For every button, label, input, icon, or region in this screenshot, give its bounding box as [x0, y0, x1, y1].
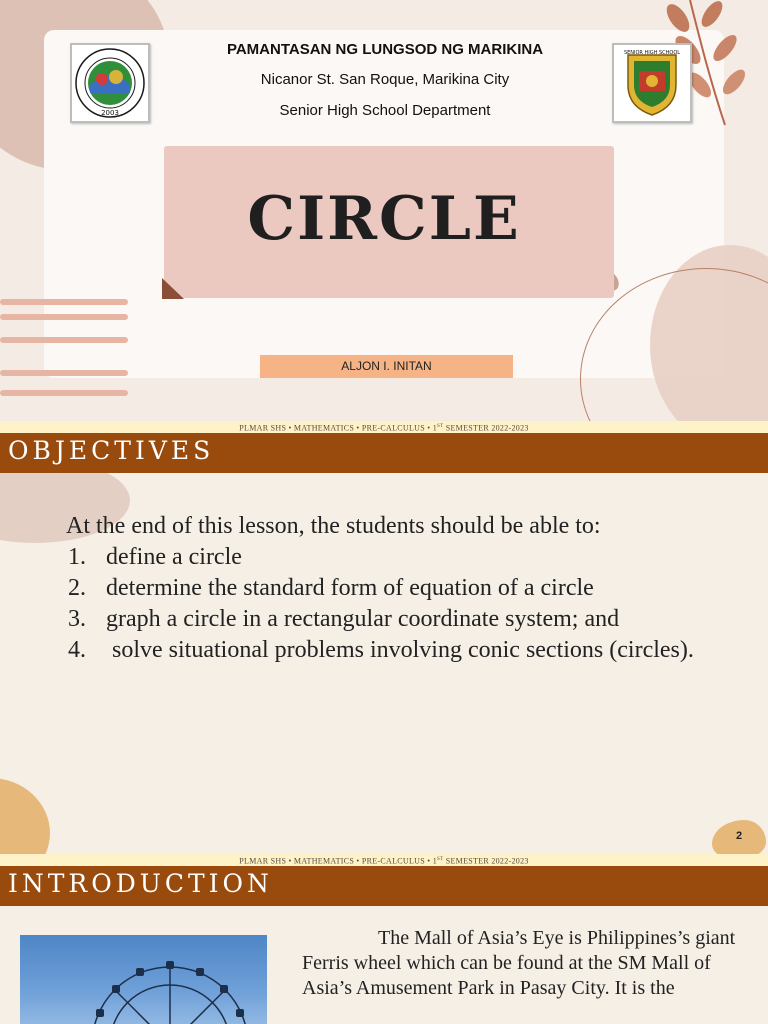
list-item — [66, 542, 756, 573]
ferris-wheel-photo — [20, 935, 267, 1024]
title-box-fold — [162, 278, 184, 299]
decorative-blob — [0, 778, 50, 854]
decorative-stripe — [0, 337, 128, 343]
section-title: OBJECTIVES — [8, 436, 215, 465]
list-text: determine the standard form of equation of a circle — [106, 575, 594, 601]
decorative-stripe — [0, 370, 128, 376]
section-title: INTRODUCTION — [8, 869, 273, 898]
seal-year: 2003 — [101, 109, 119, 117]
footer-sup: ST — [437, 424, 444, 429]
section-header-bar — [0, 433, 768, 473]
decorative-stripe — [0, 299, 128, 305]
objectives-content — [66, 511, 756, 666]
objectives-intro: At the end of this lesson, the students should be able to: — [66, 513, 601, 539]
seal-label: SENIOR HIGH SCHOOL — [623, 50, 681, 56]
footer-text: PLMAR SHS • MATHEMATICS • PRE-CALCULUS • 1 — [239, 423, 437, 433]
list-text: define a circle — [106, 544, 242, 570]
decorative-stripe — [0, 314, 128, 320]
footer-text-end: SEMESTER 2022-2023 — [443, 423, 529, 433]
objectives-list — [66, 542, 756, 666]
slide-footer — [0, 854, 768, 866]
list-item — [66, 604, 756, 635]
author-name: ALJON I. INITAN — [260, 355, 513, 378]
list-text: graph a circle in a rectangular coordinate system; and — [106, 606, 620, 632]
footer-sup: ST — [437, 857, 444, 862]
ferris-wheel-icon — [20, 935, 267, 1024]
section-header-bar — [0, 866, 768, 906]
title-slide — [0, 0, 768, 421]
introduction-slide — [0, 866, 768, 1024]
introduction-text — [302, 926, 742, 1001]
list-number: 2. — [68, 575, 86, 601]
list-number: 1. — [68, 544, 86, 570]
university-name: PAMANTASAN NG LUNGSOD NG MARIKINA — [226, 41, 544, 58]
page-number: 2 — [736, 830, 743, 842]
shs-seal-logo — [612, 43, 692, 123]
list-item — [66, 573, 756, 604]
slide-title: CIRCLE — [247, 184, 521, 254]
slide-footer — [0, 421, 768, 433]
introduction-paragraph: The Mall of Asia’s Eye is Philippines’s giant Ferris wheel which can be found at the SM Mall of Asia’s Amusement Park in Pasay City. It is the — [302, 927, 736, 999]
list-number: 4. — [68, 637, 86, 663]
objectives-slide — [0, 433, 768, 854]
decorative-stripe — [0, 390, 128, 396]
list-text: solve situational problems involving conic sections (circles). — [106, 637, 694, 663]
department-name: Senior High School Department — [279, 102, 491, 119]
footer-text: PLMAR SHS • MATHEMATICS • PRE-CALCULUS • 1 — [239, 856, 437, 866]
list-item — [66, 635, 756, 666]
university-seal-logo — [70, 43, 150, 123]
university-address: Nicanor St. San Roque, Marikina City — [260, 71, 510, 88]
footer-text-end: SEMESTER 2022-2023 — [443, 856, 529, 866]
list-number: 3. — [68, 606, 86, 632]
